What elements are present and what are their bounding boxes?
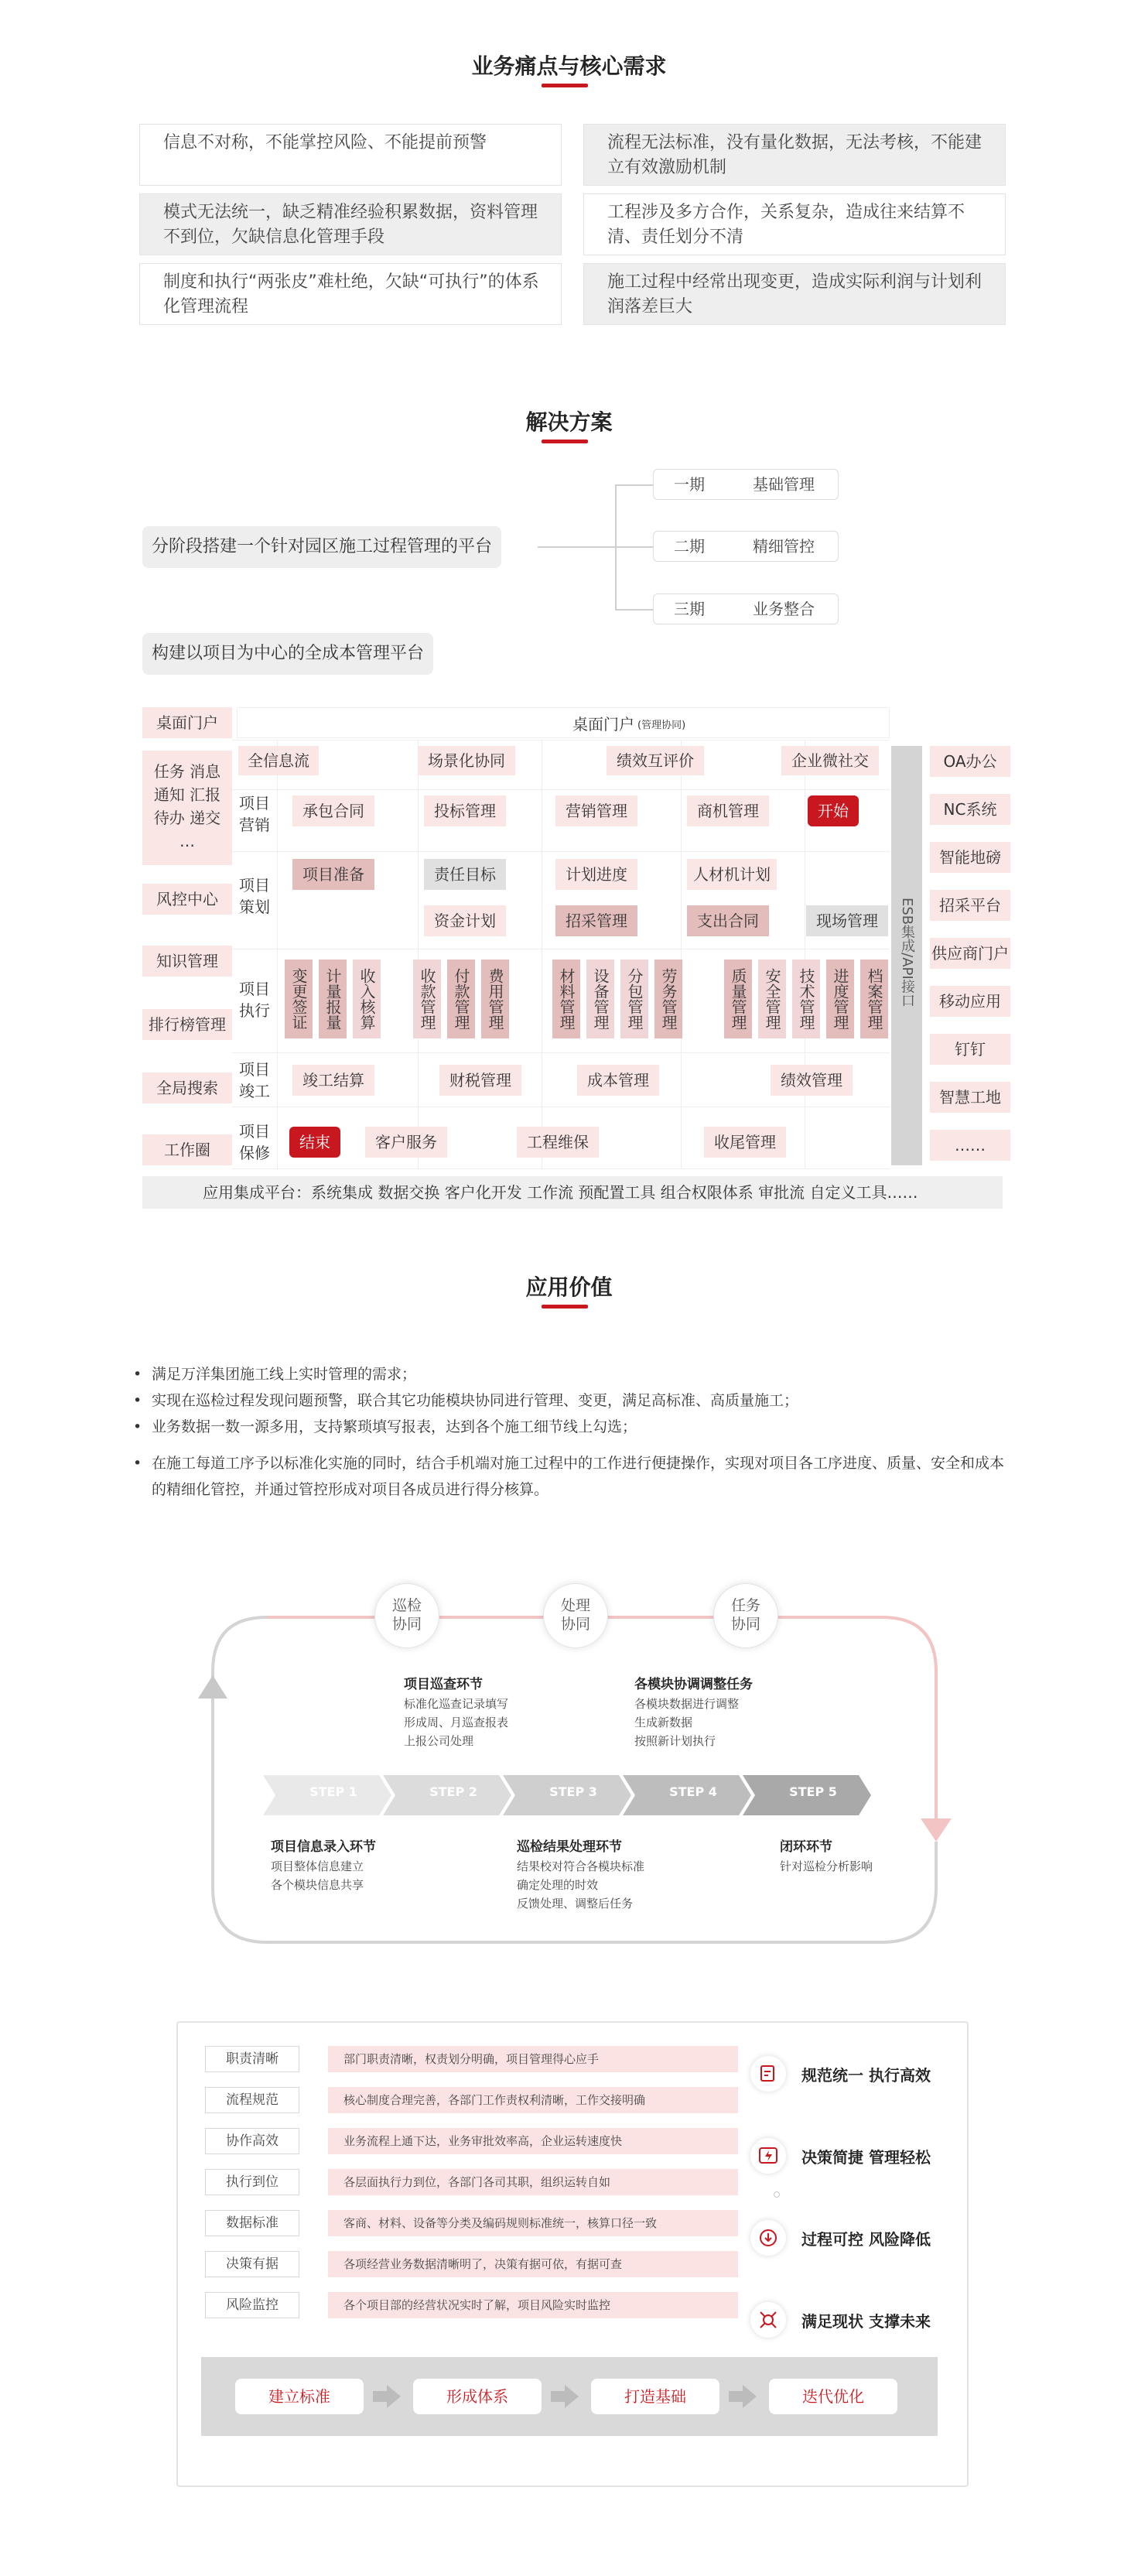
benefit-caption: 决策简捷 管理轻松 xyxy=(801,2148,931,2167)
process-line: 项目整体信息建立 xyxy=(271,1859,364,1873)
phase-box: 一期 基础管理 xyxy=(653,469,839,500)
module-box: 现场管理 xyxy=(806,905,888,936)
pain-card: 流程无法标准，没有量化数据，无法考核，不能建立有效激励机制 xyxy=(583,124,1006,186)
module-box: 商机管理 xyxy=(687,795,769,826)
benefit-caption: 过程可控 风险降低 xyxy=(801,2230,931,2249)
benefit-bar: 部门职责清晰，权责划分明确，项目管理得心应手 xyxy=(328,2046,738,2072)
step-label: STEP 5 xyxy=(789,1784,837,1799)
step-label: STEP 1 xyxy=(309,1784,357,1799)
module-box: 计划进度 xyxy=(555,859,637,890)
stage-label: 项目 策划 xyxy=(239,876,270,916)
left-module: 排行榜管理 xyxy=(142,1009,232,1040)
collab-item: 场景化协同 xyxy=(418,746,515,775)
process-line: 结果校对符合各模块标准 xyxy=(517,1859,645,1873)
benefit-bar: 客商、材料、设备等分类及编码规则标准统一，核算口径一致 xyxy=(328,2210,738,2236)
module-box: 责任目标 xyxy=(424,859,506,890)
left-module: 桌面门户 xyxy=(142,707,232,738)
process-line: 上报公司处理 xyxy=(404,1734,474,1748)
phase-box: 三期 业务整合 xyxy=(653,594,839,624)
value-item: • 在施工每道工序予以标准化实施的同时，结合手机端对施工过程中的工作进行便捷操作，实现对项目各工序进度、质量、安全和成本的精细化管控，并通过管控形成对项目各成员进行得分核算。 xyxy=(133,1455,1005,1498)
external-system: …… xyxy=(930,1130,1010,1161)
benefit-bar: 各层面执行力到位，各部门各司其职，组织运转自如 xyxy=(328,2169,738,2195)
exec-module: 设备管理 xyxy=(586,960,614,1038)
external-system: 钉钉 xyxy=(930,1034,1010,1065)
benefit-label: 风险监控 xyxy=(205,2292,299,2318)
module-box: 工程维保 xyxy=(517,1127,599,1158)
module-box: 资金计划 xyxy=(424,905,506,936)
collab-circle: 巡检 协同 xyxy=(374,1583,439,1648)
solution-pill: 构建以项目为中心的全成本管理平台 xyxy=(142,633,433,675)
collab-item: 全信息流 xyxy=(238,746,319,775)
exec-module: 质量管理 xyxy=(724,960,752,1038)
module-box: 绩效管理 xyxy=(771,1065,853,1096)
end-node: 结束 xyxy=(289,1127,340,1158)
stage-button: 形成体系 xyxy=(413,2379,542,2414)
arrow-right-icon xyxy=(727,2383,758,2410)
exec-module: 计量报量 xyxy=(319,960,347,1038)
exec-module: 费用管理 xyxy=(481,960,509,1038)
module-box: 项目准备 xyxy=(292,859,374,890)
download-icon xyxy=(750,2220,786,2256)
module-box: 财税管理 xyxy=(439,1065,521,1096)
external-system: OA办公 xyxy=(930,746,1010,777)
module-box: 营销管理 xyxy=(555,795,637,826)
stage-label: 项目 营销 xyxy=(239,794,270,834)
connector xyxy=(615,546,654,548)
left-module: 全局搜索 xyxy=(142,1072,232,1103)
module-box: 承包合同 xyxy=(292,795,374,826)
process-line: 按照新计划执行 xyxy=(634,1734,716,1748)
pain-title: 业务痛点与核心需求 xyxy=(471,53,667,79)
benefit-label: 职责清晰 xyxy=(205,2046,299,2072)
exec-module: 变更签证 xyxy=(285,960,313,1038)
exec-module: 付款管理 xyxy=(447,960,475,1038)
external-system: 智慧工地 xyxy=(930,1082,1010,1113)
process-line: 针对巡检分析影响 xyxy=(780,1859,873,1873)
benefit-label: 协作高效 xyxy=(205,2128,299,2154)
left-module: 工作圈 xyxy=(142,1134,232,1165)
stage-label: 项目 保修 xyxy=(239,1122,270,1162)
process-line: 生成新数据 xyxy=(634,1716,693,1729)
connector xyxy=(615,484,654,486)
external-system: 移动应用 xyxy=(930,986,1010,1017)
benefit-bar: 核心制度合理完善，各部门工作责权利清晰，工作交接明确 xyxy=(328,2087,738,2113)
module-box: 支出合同 xyxy=(687,905,769,936)
phase-box: 二期 精细管控 xyxy=(653,531,839,562)
dot-icon xyxy=(774,2191,780,2198)
pain-card: 制度和执行“两张皮”难杜绝，欠缺“可执行”的体系化管理流程 xyxy=(139,263,562,325)
external-system: 供应商门户 xyxy=(930,938,1010,969)
step-label: STEP 2 xyxy=(429,1784,477,1799)
esb-label: ESB集成/API接口 xyxy=(899,898,915,1007)
step-label: STEP 3 xyxy=(549,1784,597,1799)
title-underline xyxy=(542,440,588,443)
arrow-right-icon xyxy=(549,2383,580,2410)
portal-title: 桌面门户 xyxy=(572,715,634,734)
arrow-right-icon xyxy=(371,2383,402,2410)
collab-circle: 任务 协同 xyxy=(713,1583,778,1648)
lightning-icon xyxy=(750,2138,786,2174)
external-system: NC系统 xyxy=(930,794,1010,825)
benefit-label: 流程规范 xyxy=(205,2087,299,2113)
process-heading: 巡检结果处理环节 xyxy=(517,1839,622,1855)
benefit-label: 执行到位 xyxy=(205,2169,299,2195)
exec-module: 收款管理 xyxy=(413,960,441,1038)
module-box: 客户服务 xyxy=(365,1127,447,1158)
stage-label: 项目 竣工 xyxy=(239,1060,270,1100)
target-icon xyxy=(750,2302,786,2338)
module-box: 投标管理 xyxy=(424,795,506,826)
module-box: 人材机计划 xyxy=(687,859,777,890)
benefit-bar: 各个项目部的经营状况实时了解，项目风险实时监控 xyxy=(328,2292,738,2318)
process-line: 各模块数据进行调整 xyxy=(634,1697,740,1711)
exec-module: 技术管理 xyxy=(792,960,820,1038)
module-box: 收尾管理 xyxy=(704,1127,786,1158)
value-item: • 业务数据一数一源多用，支持繁琐填写报表，达到各个施工细节线上勾选； xyxy=(133,1418,637,1435)
exec-module: 劳务管理 xyxy=(654,960,682,1038)
integration-platform-bar: 应用集成平台：系统集成 数据交换 客户化开发 工作流 预配置工具 组合权限体系 审批流 自定义工具…… xyxy=(142,1176,1003,1209)
collab-item: 企业微社交 xyxy=(781,746,879,775)
process-heading: 闭环环节 xyxy=(780,1839,832,1855)
benefit-label: 数据标准 xyxy=(205,2210,299,2236)
collab-circle: 处理 协同 xyxy=(543,1583,608,1648)
exec-module: 收入核算 xyxy=(353,960,381,1038)
stage-button: 建立标准 xyxy=(235,2379,364,2414)
process-heading: 项目巡查环节 xyxy=(404,1677,483,1692)
value-item: • 满足万洋集团施工线上实时管理的需求； xyxy=(133,1366,417,1383)
left-module: 知识管理 xyxy=(142,946,232,977)
left-module: 任务 消息 通知 汇报 待办 递交 … xyxy=(142,751,232,865)
portal-subtitle: (管理协同) xyxy=(637,720,686,731)
benefit-caption: 规范统一 执行高效 xyxy=(801,2066,931,2085)
exec-module: 分包管理 xyxy=(620,960,648,1038)
pain-card: 施工过程中经常出现变更，造成实际利润与计划利润落差巨大 xyxy=(583,263,1006,325)
module-box: 成本管理 xyxy=(577,1065,659,1096)
left-module: 风控中心 xyxy=(142,884,232,915)
benefit-label: 决策有据 xyxy=(205,2251,299,2277)
stage-button: 打造基础 xyxy=(591,2379,719,2414)
exec-module: 材料管理 xyxy=(552,960,580,1038)
process-line: 反馈处理、调整后任务 xyxy=(517,1897,634,1911)
title-underline xyxy=(542,1305,588,1309)
solution-pill: 分阶段搭建一个针对园区施工过程管理的平台 xyxy=(142,526,501,568)
module-box: 招采管理 xyxy=(555,905,637,936)
connector xyxy=(615,609,654,611)
stage-label: 项目 执行 xyxy=(239,980,270,1020)
process-line: 标准化巡查记录填写 xyxy=(404,1697,509,1711)
pain-card: 模式无法统一，缺乏精准经验积累数据，资料管理不到位，欠缺信息化管理手段 xyxy=(139,193,562,255)
benefit-bar: 业务流程上通下达，业务审批效率高，企业运转速度快 xyxy=(328,2128,738,2154)
benefit-caption: 满足现状 支撑未来 xyxy=(801,2312,931,2331)
benefit-bar: 各项经营业务数据清晰明了，决策有据可依，有据可查 xyxy=(328,2251,738,2277)
standard-icon xyxy=(750,2056,786,2092)
process-line: 确定处理的时效 xyxy=(517,1878,599,1892)
process-heading: 各模块协调调整任务 xyxy=(634,1677,753,1692)
pain-card: 工程涉及多方合作，关系复杂，造成往来结算不清、责任划分不清 xyxy=(583,193,1006,255)
solution-title: 解决方案 xyxy=(525,409,613,435)
start-node: 开始 xyxy=(808,795,859,826)
process-heading: 项目信息录入环节 xyxy=(271,1839,376,1855)
module-box: 竣工结算 xyxy=(292,1065,374,1096)
external-system: 招采平台 xyxy=(930,890,1010,921)
stage-button: 迭代优化 xyxy=(769,2379,897,2414)
exec-module: 进度管理 xyxy=(826,960,854,1038)
external-system: 智能地磅 xyxy=(930,842,1010,873)
exec-module: 安全管理 xyxy=(758,960,786,1038)
collab-item: 绩效互评价 xyxy=(607,746,704,775)
exec-module: 档案管理 xyxy=(860,960,888,1038)
process-line: 形成周、月巡查报表 xyxy=(404,1716,509,1729)
value-title: 应用价值 xyxy=(525,1274,613,1300)
step-label: STEP 4 xyxy=(669,1784,717,1799)
title-underline xyxy=(542,84,588,87)
value-item: • 实现在巡检过程发现问题预警，联合其它功能模块协同进行管理、变更，满足高标准、高质量施工； xyxy=(133,1392,799,1409)
connector xyxy=(538,546,615,548)
pain-card: 信息不对称，不能掌控风险、不能提前预警 xyxy=(139,124,562,186)
process-line: 各个模块信息共享 xyxy=(271,1878,364,1892)
